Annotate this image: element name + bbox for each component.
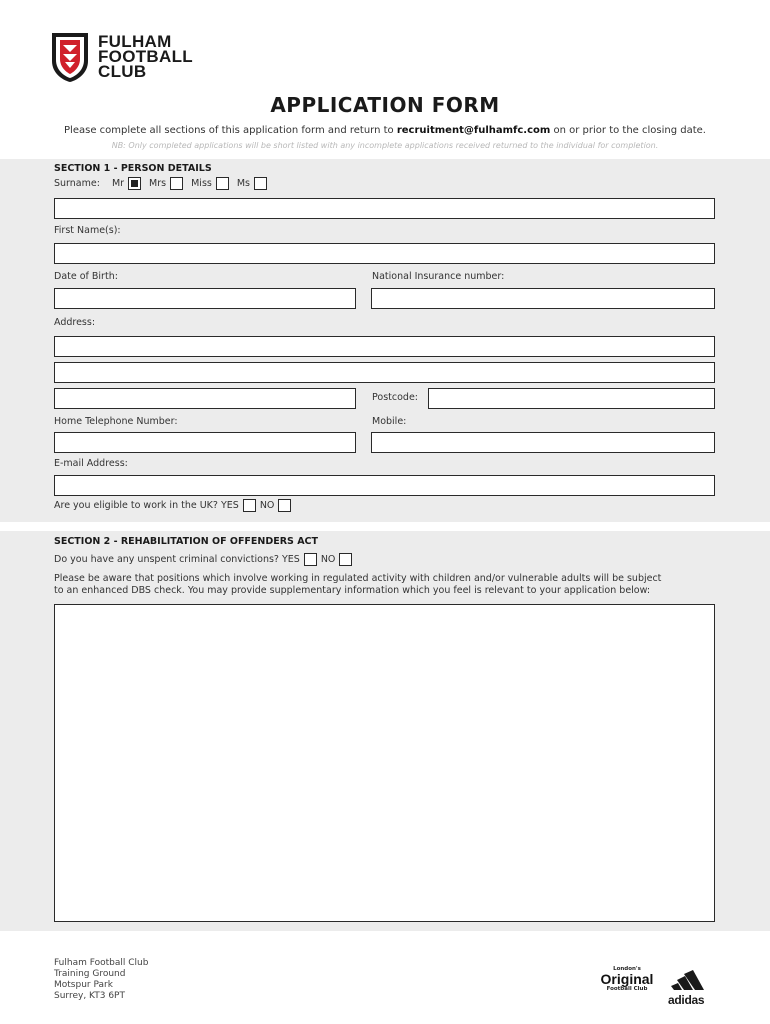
club-name-line: FULHAM [98, 32, 172, 51]
eligible-yes-checkbox[interactable] [243, 499, 256, 512]
ni-number-label: National Insurance number: [372, 271, 505, 282]
home-telephone-label: Home Telephone Number: [54, 416, 178, 427]
title-options [54, 177, 267, 190]
mobile-input[interactable] [371, 432, 715, 453]
londons-original-badge [596, 966, 658, 992]
address-line-2-input[interactable] [54, 362, 715, 383]
dob-label: Date of Birth: [54, 271, 118, 282]
intro-before: Please complete all sections of this application form and return to [64, 125, 397, 136]
surname-label: Surname: [54, 178, 100, 189]
dbs-notice-line: Please be aware that positions which involve working in regulated activity with children and/or vulnerable adults will be subject [54, 573, 662, 584]
address-line-1-input[interactable] [54, 336, 715, 357]
convictions-yes-checkbox[interactable] [304, 553, 317, 566]
footer-address-line: Motspur Park [54, 980, 113, 990]
nb-note: NB: Only completed applications will be short listed with any incomplete applications received returned to the individual for completion. [111, 141, 659, 150]
title-mrs-label: Mrs [149, 178, 167, 189]
eligible-no-checkbox[interactable] [278, 499, 291, 512]
dob-input[interactable] [54, 288, 356, 309]
badge-fc-text: Football Club [606, 986, 648, 992]
dbs-notice-line: to an enhanced DBS check. You may provide supplementary information which you feel is relevant to your application below: [54, 585, 651, 596]
section-2-heading: SECTION 2 - REHABILITATION OF OFFENDERS ACT [54, 536, 319, 547]
footer-address-line: Training Ground [54, 969, 126, 979]
address-label: Address: [54, 317, 96, 328]
convictions-label: Do you have any unspent criminal convictions? YES [54, 554, 300, 565]
title-miss-checkbox[interactable] [216, 177, 229, 190]
title-miss-label: Miss [191, 178, 212, 189]
badge-big-text: Original [600, 971, 654, 987]
title-mrs-checkbox[interactable] [170, 177, 183, 190]
email-input[interactable] [54, 475, 715, 496]
adidas-logo [668, 968, 718, 1007]
home-telephone-input[interactable] [54, 432, 356, 453]
adidas-wordmark: adidas [668, 993, 705, 1007]
section-1-heading: SECTION 1 - PERSON DETAILS [54, 163, 212, 174]
title-mr-label: Mr [111, 178, 125, 189]
dbs-notice [54, 573, 724, 597]
recruitment-email[interactable]: recruitment@fulhamfc.com [396, 125, 551, 136]
postcode-label: Postcode: [372, 392, 418, 403]
convictions-question [54, 553, 352, 566]
supplementary-info-textarea[interactable] [54, 604, 715, 922]
intro-after: on or prior to the closing date. [550, 125, 706, 136]
intro-text [0, 125, 770, 136]
footer-address-line: Surrey, KT3 6PT [54, 991, 125, 1001]
club-name-line: FOOTBALL [98, 47, 193, 66]
email-label: E-mail Address: [54, 458, 128, 469]
footer-address [54, 958, 148, 1002]
club-name [98, 34, 193, 79]
first-name-label: First Name(s): [54, 225, 121, 236]
club-crest-logo [50, 31, 90, 83]
mobile-label: Mobile: [372, 416, 407, 427]
adidas-stripes-icon [668, 968, 718, 990]
title-ms-checkbox[interactable] [254, 177, 267, 190]
surname-input[interactable] [54, 198, 715, 219]
convictions-no-checkbox[interactable] [339, 553, 352, 566]
eligible-label: Are you eligible to work in the UK? YES [54, 500, 239, 511]
postcode-input[interactable] [428, 388, 715, 409]
convictions-no-label: NO [320, 554, 336, 565]
address-line-3-input[interactable] [54, 388, 356, 409]
title-mr-checkbox[interactable] [128, 177, 141, 190]
first-name-input[interactable] [54, 243, 715, 264]
club-name-line: CLUB [98, 62, 147, 81]
ni-number-input[interactable] [371, 288, 715, 309]
eligible-no-label: NO [259, 500, 275, 511]
title-ms-label: Ms [236, 178, 251, 189]
footer-address-line: Fulham Football Club [54, 958, 149, 968]
page-title: APPLICATION FORM [270, 93, 500, 117]
badge-small-text: London's [613, 966, 641, 972]
eligibility-question [54, 499, 291, 512]
